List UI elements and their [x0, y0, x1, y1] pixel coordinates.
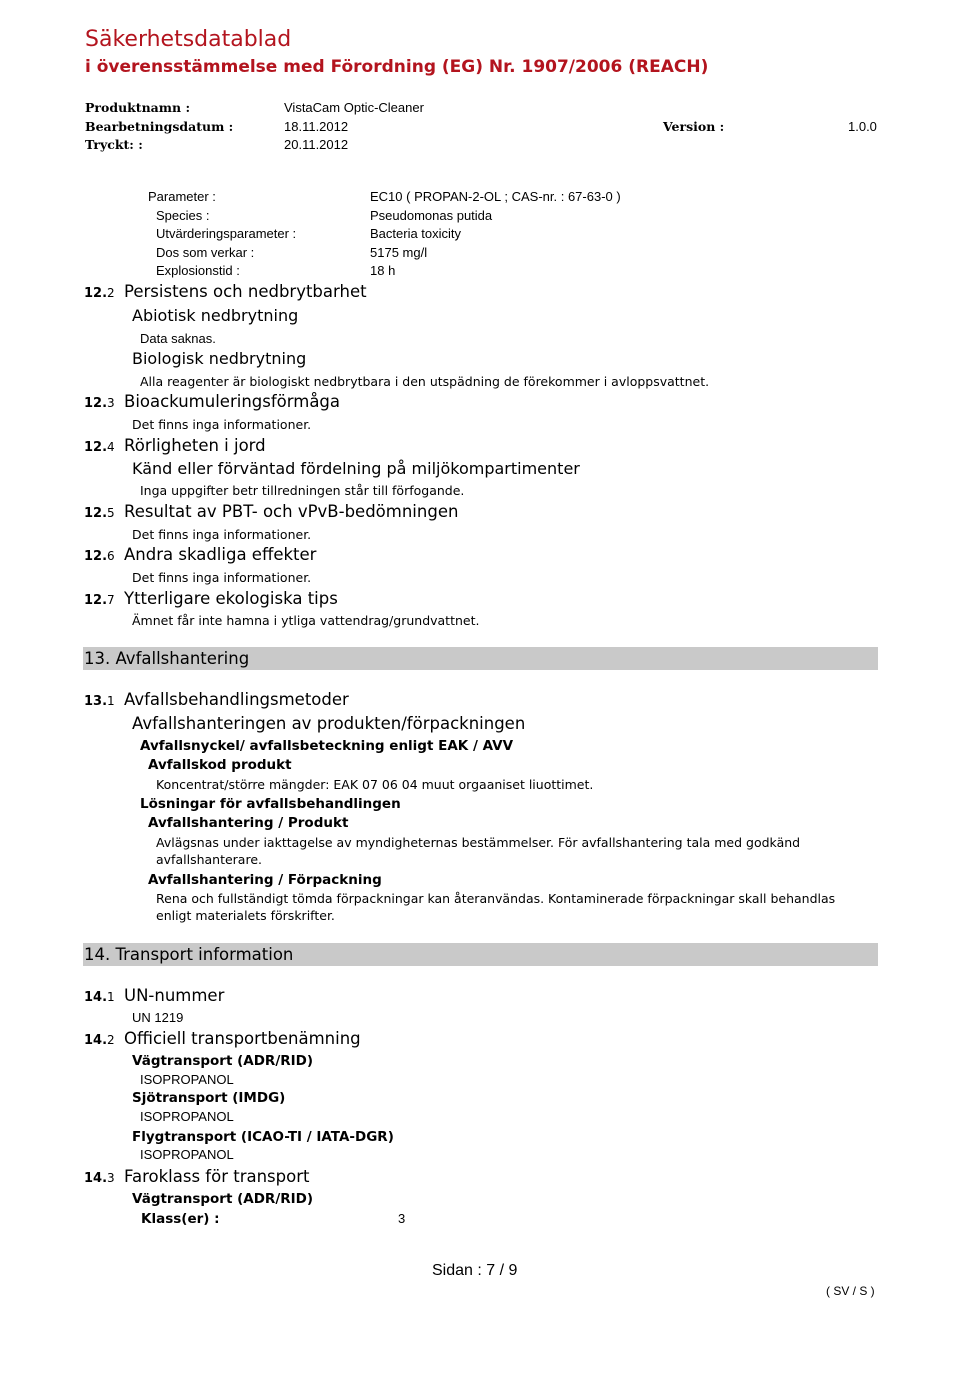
section-heading: Ytterligare ekologiska tips: [124, 589, 338, 608]
section-number: 12.3: [84, 396, 115, 411]
param-value: 18 h: [370, 263, 396, 278]
body-text: UN 1219: [132, 1010, 184, 1025]
print-date-value: 20.11.2012: [284, 137, 349, 152]
class-value: 3: [398, 1211, 406, 1226]
subsection-heading: Biologisk nedbrytning: [132, 349, 307, 368]
version-value: 1.0.0: [848, 119, 877, 134]
subsection-heading: Sjötransport (IMDG): [132, 1090, 286, 1106]
subsection-heading: Avfallsnyckel/ avfallsbeteckning enligt EAK / AVV: [140, 738, 514, 754]
section-number: 12.6: [84, 549, 115, 564]
param-value: Pseudomonas putida: [370, 208, 493, 223]
subsection-heading: Avfallshanteringen av produkten/förpackningen: [132, 714, 526, 733]
section-heading: Rörligheten i jord: [124, 436, 266, 455]
param-value: 5175 mg/l: [370, 245, 428, 260]
section-14-bar: [83, 943, 878, 966]
edit-date-value: 18.11.2012: [284, 119, 349, 134]
body-text: Det finns inga informationer.: [132, 527, 312, 542]
section-13-bar: [83, 647, 878, 670]
class-label: Klass(er) :: [141, 1211, 220, 1227]
section-number: 12.5: [84, 506, 115, 521]
body-text: Inga uppgifter betr tillredningen står till förfogande.: [140, 483, 465, 498]
section-number: 14.1: [84, 990, 115, 1005]
subsection-heading: Avfallskod produkt: [148, 757, 292, 773]
section-number: 12.2: [84, 286, 115, 301]
subsection-heading: Flygtransport (ICAO-TI / IATA-DGR): [132, 1129, 394, 1145]
section-number: 14.3: [84, 1171, 115, 1186]
subsection-heading: Känd eller förväntad fördelning på miljökompartimenter: [132, 459, 580, 478]
subsection-heading: Avfallshantering / Förpackning: [148, 872, 382, 888]
document-title: Säkerhetsdatablad: [85, 27, 292, 52]
body-text: Rena och fullständigt tömda förpackningar kan återanvändas. Kontaminerade förpackningar skall behandlas enligt materialets förskrifter.: [156, 891, 836, 923]
body-text: Alla reagenter är biologiskt nedbrytbara i den utspädning de förekommer i avloppsvattnet.: [140, 374, 710, 389]
subsection-heading: Lösningar för avfallsbehandlingen: [140, 796, 401, 812]
subsection-heading: Avfallshantering / Produkt: [148, 815, 349, 831]
product-name-value: VistaCam Optic-Cleaner: [284, 100, 424, 115]
body-text: ISOPROPANOL: [140, 1147, 234, 1162]
section-heading: Faroklass för transport: [124, 1167, 310, 1186]
version-label: Version :: [663, 119, 725, 134]
body-text: Avlägsnas under iakttagelse av myndigheternas bestämmelser. För avfallshantering tala med godkänd avfallshanterare.: [156, 835, 801, 867]
section-number: 13.1: [84, 694, 115, 709]
language-code: ( SV / S ): [826, 1284, 875, 1298]
section-number: 12.4: [84, 440, 115, 455]
section-number: 14.2: [84, 1033, 115, 1048]
section-heading: Bioackumuleringsförmåga: [124, 392, 341, 411]
section-14-title: 14. Transport information: [84, 945, 294, 964]
param-value: Bacteria toxicity: [370, 226, 462, 241]
body-text: Det finns inga informationer.: [132, 417, 312, 432]
subsection-heading: Vägtransport (ADR/RID): [132, 1053, 314, 1069]
product-name-label: Produktnamn :: [85, 100, 191, 115]
document-subtitle: i överensstämmelse med Förordning (EG) Nr. 1907/2006 (REACH): [85, 57, 709, 77]
body-text: Det finns inga informationer.: [132, 570, 312, 585]
section-heading: Resultat av PBT- och vPvB-bedömningen: [124, 502, 459, 521]
body-text: ISOPROPANOL: [140, 1109, 234, 1124]
section-heading: UN-nummer: [124, 986, 225, 1005]
param-label: Explosionstid :: [156, 263, 240, 278]
subsection-heading: Abiotisk nedbrytning: [132, 306, 299, 325]
section-heading: Andra skadliga effekter: [124, 545, 317, 564]
section-heading: Persistens och nedbrytbarhet: [124, 282, 367, 301]
body-text: Ämnet får inte hamna i ytliga vattendrag/grundvattnet.: [132, 613, 480, 628]
subsection-heading: Vägtransport (ADR/RID): [132, 1191, 314, 1207]
edit-date-label: Bearbetningsdatum :: [85, 119, 234, 134]
body-text: Koncentrat/större mängder: EAK 07 06 04 muut orgaaniset liuottimet.: [156, 777, 594, 792]
section-heading: Avfallsbehandlingsmetoder: [124, 690, 349, 709]
section-number: 12.7: [84, 593, 115, 608]
param-label: Parameter :: [148, 189, 216, 204]
param-value: EC10 ( PROPAN-2-OL ; CAS-nr. : 67-63-0 ): [370, 189, 621, 204]
param-label: Utvärderingsparameter :: [156, 226, 297, 241]
param-label: Dos som verkar :: [156, 245, 255, 260]
section-13-title: 13. Avfallshantering: [84, 649, 250, 668]
body-text: Data saknas.: [140, 331, 216, 346]
print-date-label: Tryckt: :: [85, 137, 143, 152]
param-label: Species :: [156, 208, 210, 223]
page-number: Sidan : 7 / 9: [432, 1262, 518, 1279]
body-text: ISOPROPANOL: [140, 1072, 234, 1087]
section-heading: Officiell transportbenämning: [124, 1029, 361, 1048]
